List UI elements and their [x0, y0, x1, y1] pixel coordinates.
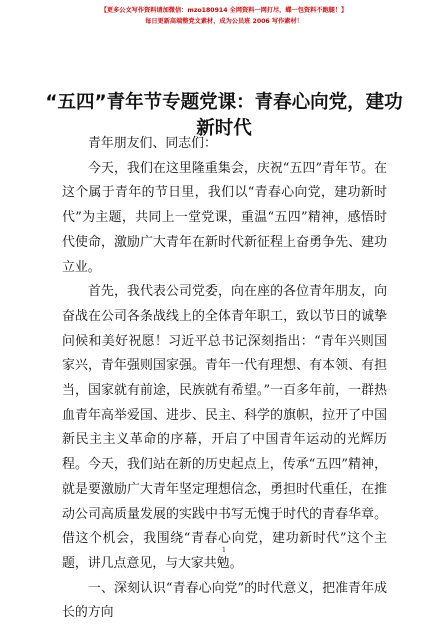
paragraph-main: 首先，我代表公司党委，向在座的各位青年朋友，向奋战在公司各条战线上的全体青年职工，致以节日的诚挚问候和美好祝愿！习近平总书记深刻指出：“青年兴则国家兴，青年强则国家强。青年一代有理想、有本领、有担当，国家就有前途，民族就有希望。”一百多年前，一群热血青年高举爱国、进步、民主、科学的旗帜，拉开了中国新民主主义革命的序幕，开启了中国青年运动的光辉历程。今天，我们站在新的历史起点上，传承“五四”精神，就是要激励广大青年坚定理想信念，勇担时代重任，在推动公司高质量发展的实践中书写无愧于时代的青春华章。借这个机会，我围绕“青春心向党，建功新时代”这个主题，讲几点意见，与大家共勉。: [62, 284, 387, 571]
promo-banner-line-2: 每日更新高端整党文素材，成为公员班 2006 写作素材！: [145, 18, 303, 25]
greeting: 青年朋友们、同志们：: [88, 136, 217, 151]
page-number: 1: [221, 546, 227, 554]
paragraph-intro: 今天，我们在这里隆重集会，庆祝“五四”青年节。在这个属于青年的节日里，我们以“青春心向党，建功新时代”为主题，共同上一堂党课，重温“五四”精神，感悟时代使命，激励广大青年在新时代新征程上奋勇争先、建功立业。: [62, 160, 387, 275]
document-title: “五四”青年节专题党课：青春心向党，建功新时代: [45, 92, 403, 139]
promo-banner-line-1: 【更多公文写作资料请加微信：mzo180914 全网资料一网打尽，蝶一包资料不跑腿！】: [100, 7, 348, 14]
section-heading-1: 一、深刻认识“青春心向党”的时代意义，把准青年成长的方向: [62, 580, 387, 621]
promo-banner: [0, 5, 448, 27]
